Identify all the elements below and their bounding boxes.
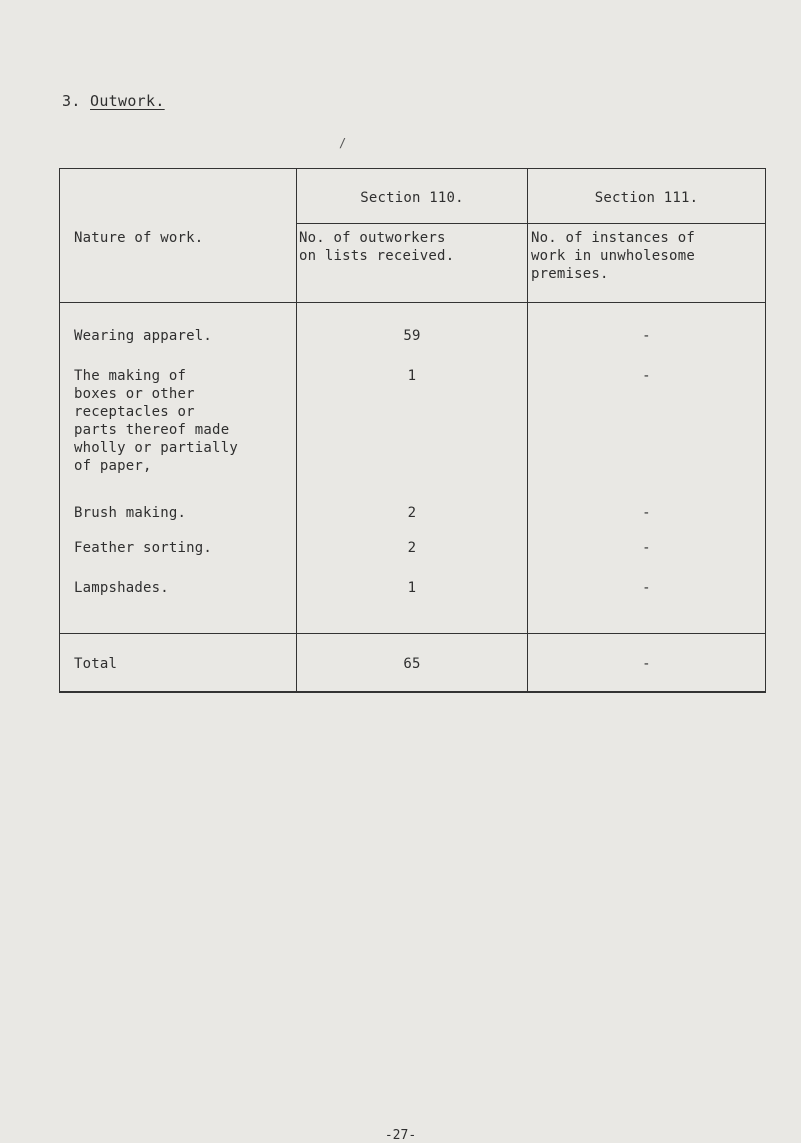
subheader-line: No. of outworkers [299,230,446,246]
section-number: 3. [62,92,81,110]
subheader-line: on lists received. [299,248,455,264]
row-nature: parts thereof made [74,422,230,438]
row-nature: boxes or other [74,386,195,402]
table-divider-subheader [296,223,766,224]
total-unwholesome-count: - [642,656,651,672]
row-nature: receptacles or [74,404,195,420]
row-unwholesome-count: - [642,540,651,556]
row-outworkers-count: 59 [403,328,421,344]
subheader-line: premises. [531,266,609,282]
table-border-top [59,168,766,169]
row-outworkers-count: 2 [407,540,417,556]
row-nature: Wearing apparel. [74,328,213,344]
row-outworkers-count: 2 [407,505,417,521]
row-nature: Brush making. [74,505,187,521]
row-nature: Lampshades. [74,580,169,596]
subheader-line: No. of instances of [531,230,695,246]
table-divider-col2 [527,168,528,692]
table-divider-col1 [296,168,297,692]
header-nature-of-work: Nature of work. [74,230,204,246]
table-border-bottom [59,691,766,693]
subheader-line: work in unwholesome [531,248,695,264]
page-number: -27- [384,1128,417,1143]
row-nature: The making of [74,368,187,384]
row-outworkers-count: 1 [407,580,417,596]
row-nature: wholly or partially [74,440,238,456]
row-nature: Feather sorting. [74,540,213,556]
stray-mark: / [339,136,347,150]
row-unwholesome-count: - [642,580,651,596]
row-unwholesome-count: - [642,328,651,344]
header-section-110: Section 110. [360,190,464,206]
row-outworkers-count: 1 [407,368,417,384]
table-border-right [765,168,766,692]
total-label: Total [74,656,118,672]
row-unwholesome-count: - [642,505,651,521]
total-outworkers-count: 65 [403,656,421,672]
table-divider-total [59,633,766,634]
row-nature: of paper, [74,458,152,474]
section-title: Outwork. [90,92,165,110]
table-divider-header [59,302,766,303]
section-heading [62,92,165,110]
row-unwholesome-count: - [642,368,651,384]
header-section-111: Section 111. [594,190,699,206]
table-border-left [59,168,60,692]
